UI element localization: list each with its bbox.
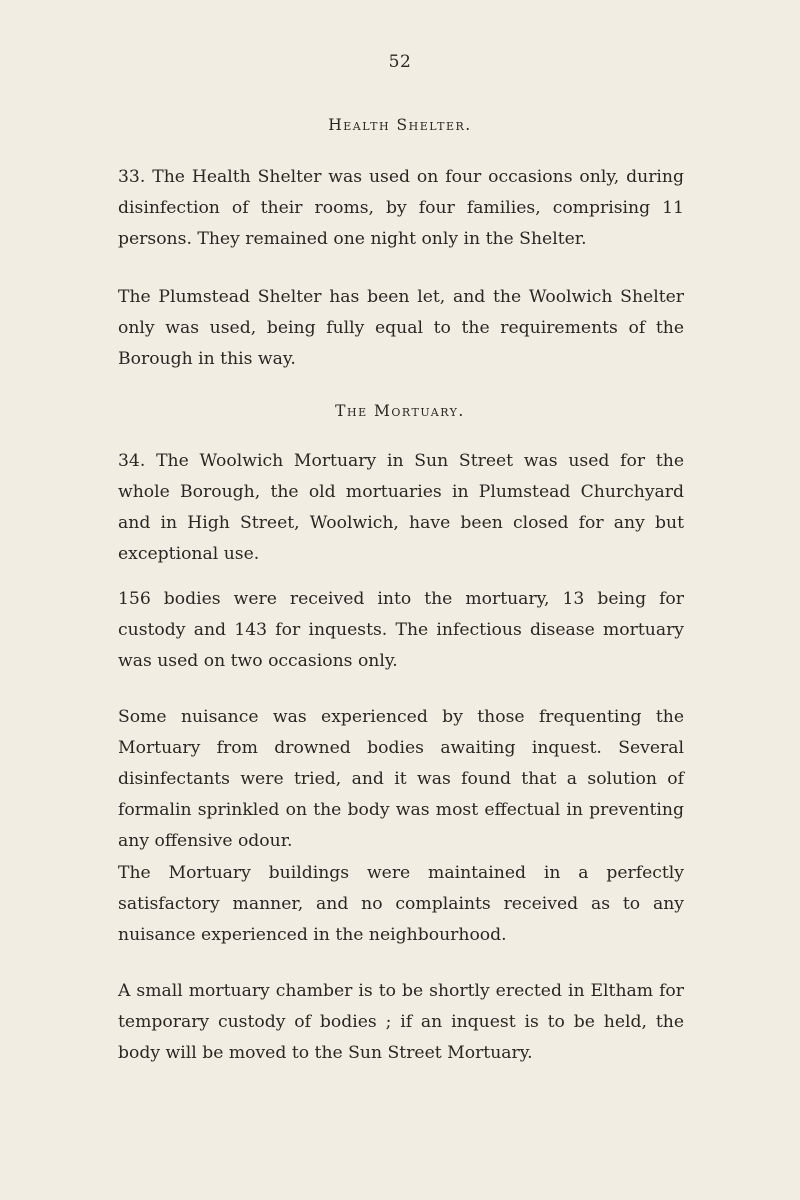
paragraph-34: 34. The Woolwich Mortuary in Sun Street was used for the whole Borough, the old mortuaries in Plumstead Churchyard and in High Street, Woolwich, have been closed for any but exceptional use. [118,451,684,564]
paragraph-33: 33. The Health Shelter was used on four occasions only, during disinfection of their rooms, by four families, comprising 11 persons. They remained one night only in the Shelter. [118,167,684,249]
paragraph-mortuary-buildings: The Mortuary buildings were maintained in a perfectly satisfactory manner, and no complaints received as to any nuisance experienced in the neighbourhood. [118,863,684,945]
paragraph-bodies-received: 156 bodies were received into the mortuary, 13 being for custody and 143 for inquests. The infectious disease mortuary was used on two occasions only. [118,589,684,671]
paragraph-eltham-chamber: A small mortuary chamber is to be shortly erected in Eltham for temporary custody of bodies ; if an inquest is to be held, the body will be moved to the Sun Street Mortuary. [118,981,684,1063]
paragraph-nuisance: Some nuisance was experienced by those frequenting the Mortuary from drowned bodies awaiting inquest. Several disinfectants were tried, and it was found that a solution of formalin sprinkled on the body was most effectual in preventing any offensive odour. [118,707,684,851]
section-heading-health-shelter: Health Shelter. [328,116,472,134]
page-number: 52 [388,52,412,72]
paragraph-plumstead-shelter: The Plumstead Shelter has been let, and the Woolwich Shelter only was used, being fully equal to the requirements of the Borough in this way. [118,287,684,369]
section-heading-mortuary: The Mortuary. [335,402,465,420]
